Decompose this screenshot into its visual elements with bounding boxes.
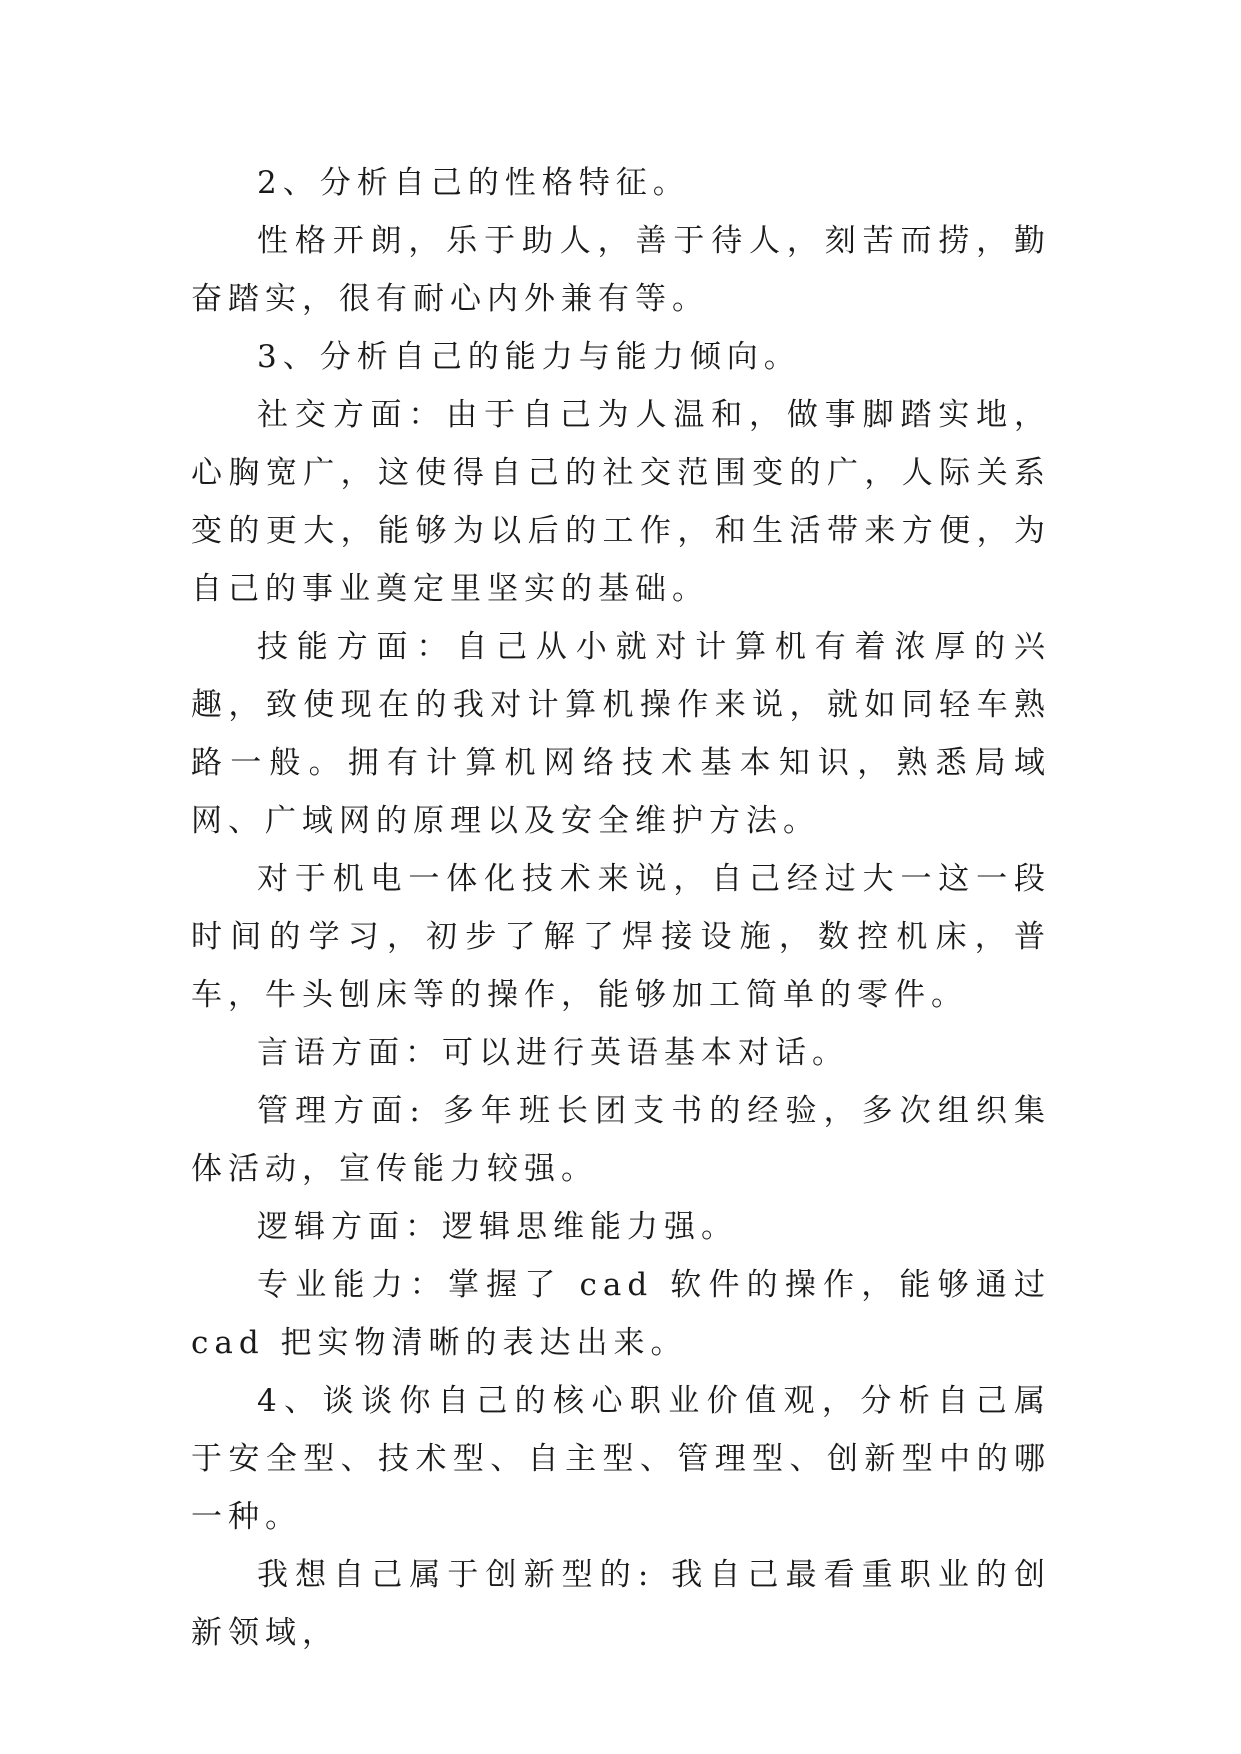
paragraph-management: 管理方面: 多年班长团支书的经验，多次组织集体活动，宣传能力较强。 xyxy=(191,1093,1051,1187)
paragraph-logic: 逻辑方面：逻辑思维能力强。 xyxy=(257,1209,738,1245)
paragraph-language: 言语方面：可以进行英语基本对话。 xyxy=(257,1035,849,1071)
paragraph-ability-heading: 3、分析自己的能力与能力倾向。 xyxy=(257,339,801,375)
paragraph-skills: 技能方面：自己从小就对计算机有着浓厚的兴趣，致使现在的我对计算机操作来说，就如同轻车熟路一般。拥有计算机网络技术基本知识，熟悉局域网、广域网的原理以及安全维护方法。 xyxy=(191,629,1051,839)
paragraph-social: 社交方面：由于自己为人温和，做事脚踏实地，心胸宽广，这使得自己的社交范围变的广，人际关系变的更大，能够为以后的工作，和生活带来方便，为自己的事业奠定里坚实的基础。 xyxy=(191,397,1051,607)
paragraph-personality-body: 性格开朗，乐于助人，善于待人，刻苦而捞，勤奋踏实，很有耐心内外兼有等。 xyxy=(191,223,1051,317)
paragraph-mechatronics: 对于机电一体化技术来说，自己经过大一这一段时间的学习，初步了解了焊接设施，数控机床，普车，牛头刨床等的操作，能够加工简单的零件。 xyxy=(191,861,1051,1013)
paragraph-values-heading: 4、谈谈你自己的核心职业价值观，分析自己属于安全型、技术型、自主型、管理型、创新型中的哪一种。 xyxy=(191,1383,1051,1535)
paragraph-personality-heading: 2、分析自己的性格特征。 xyxy=(257,165,690,201)
paragraph-professional: 专业能力：掌握了 cad 软件的操作，能够通过 cad 把实物清晰的表达出来。 xyxy=(191,1267,1051,1361)
document-page xyxy=(191,154,1051,1662)
paragraph-innovation: 我想自己属于创新型的: 我自己最看重职业的创新领域， xyxy=(191,1557,1051,1651)
